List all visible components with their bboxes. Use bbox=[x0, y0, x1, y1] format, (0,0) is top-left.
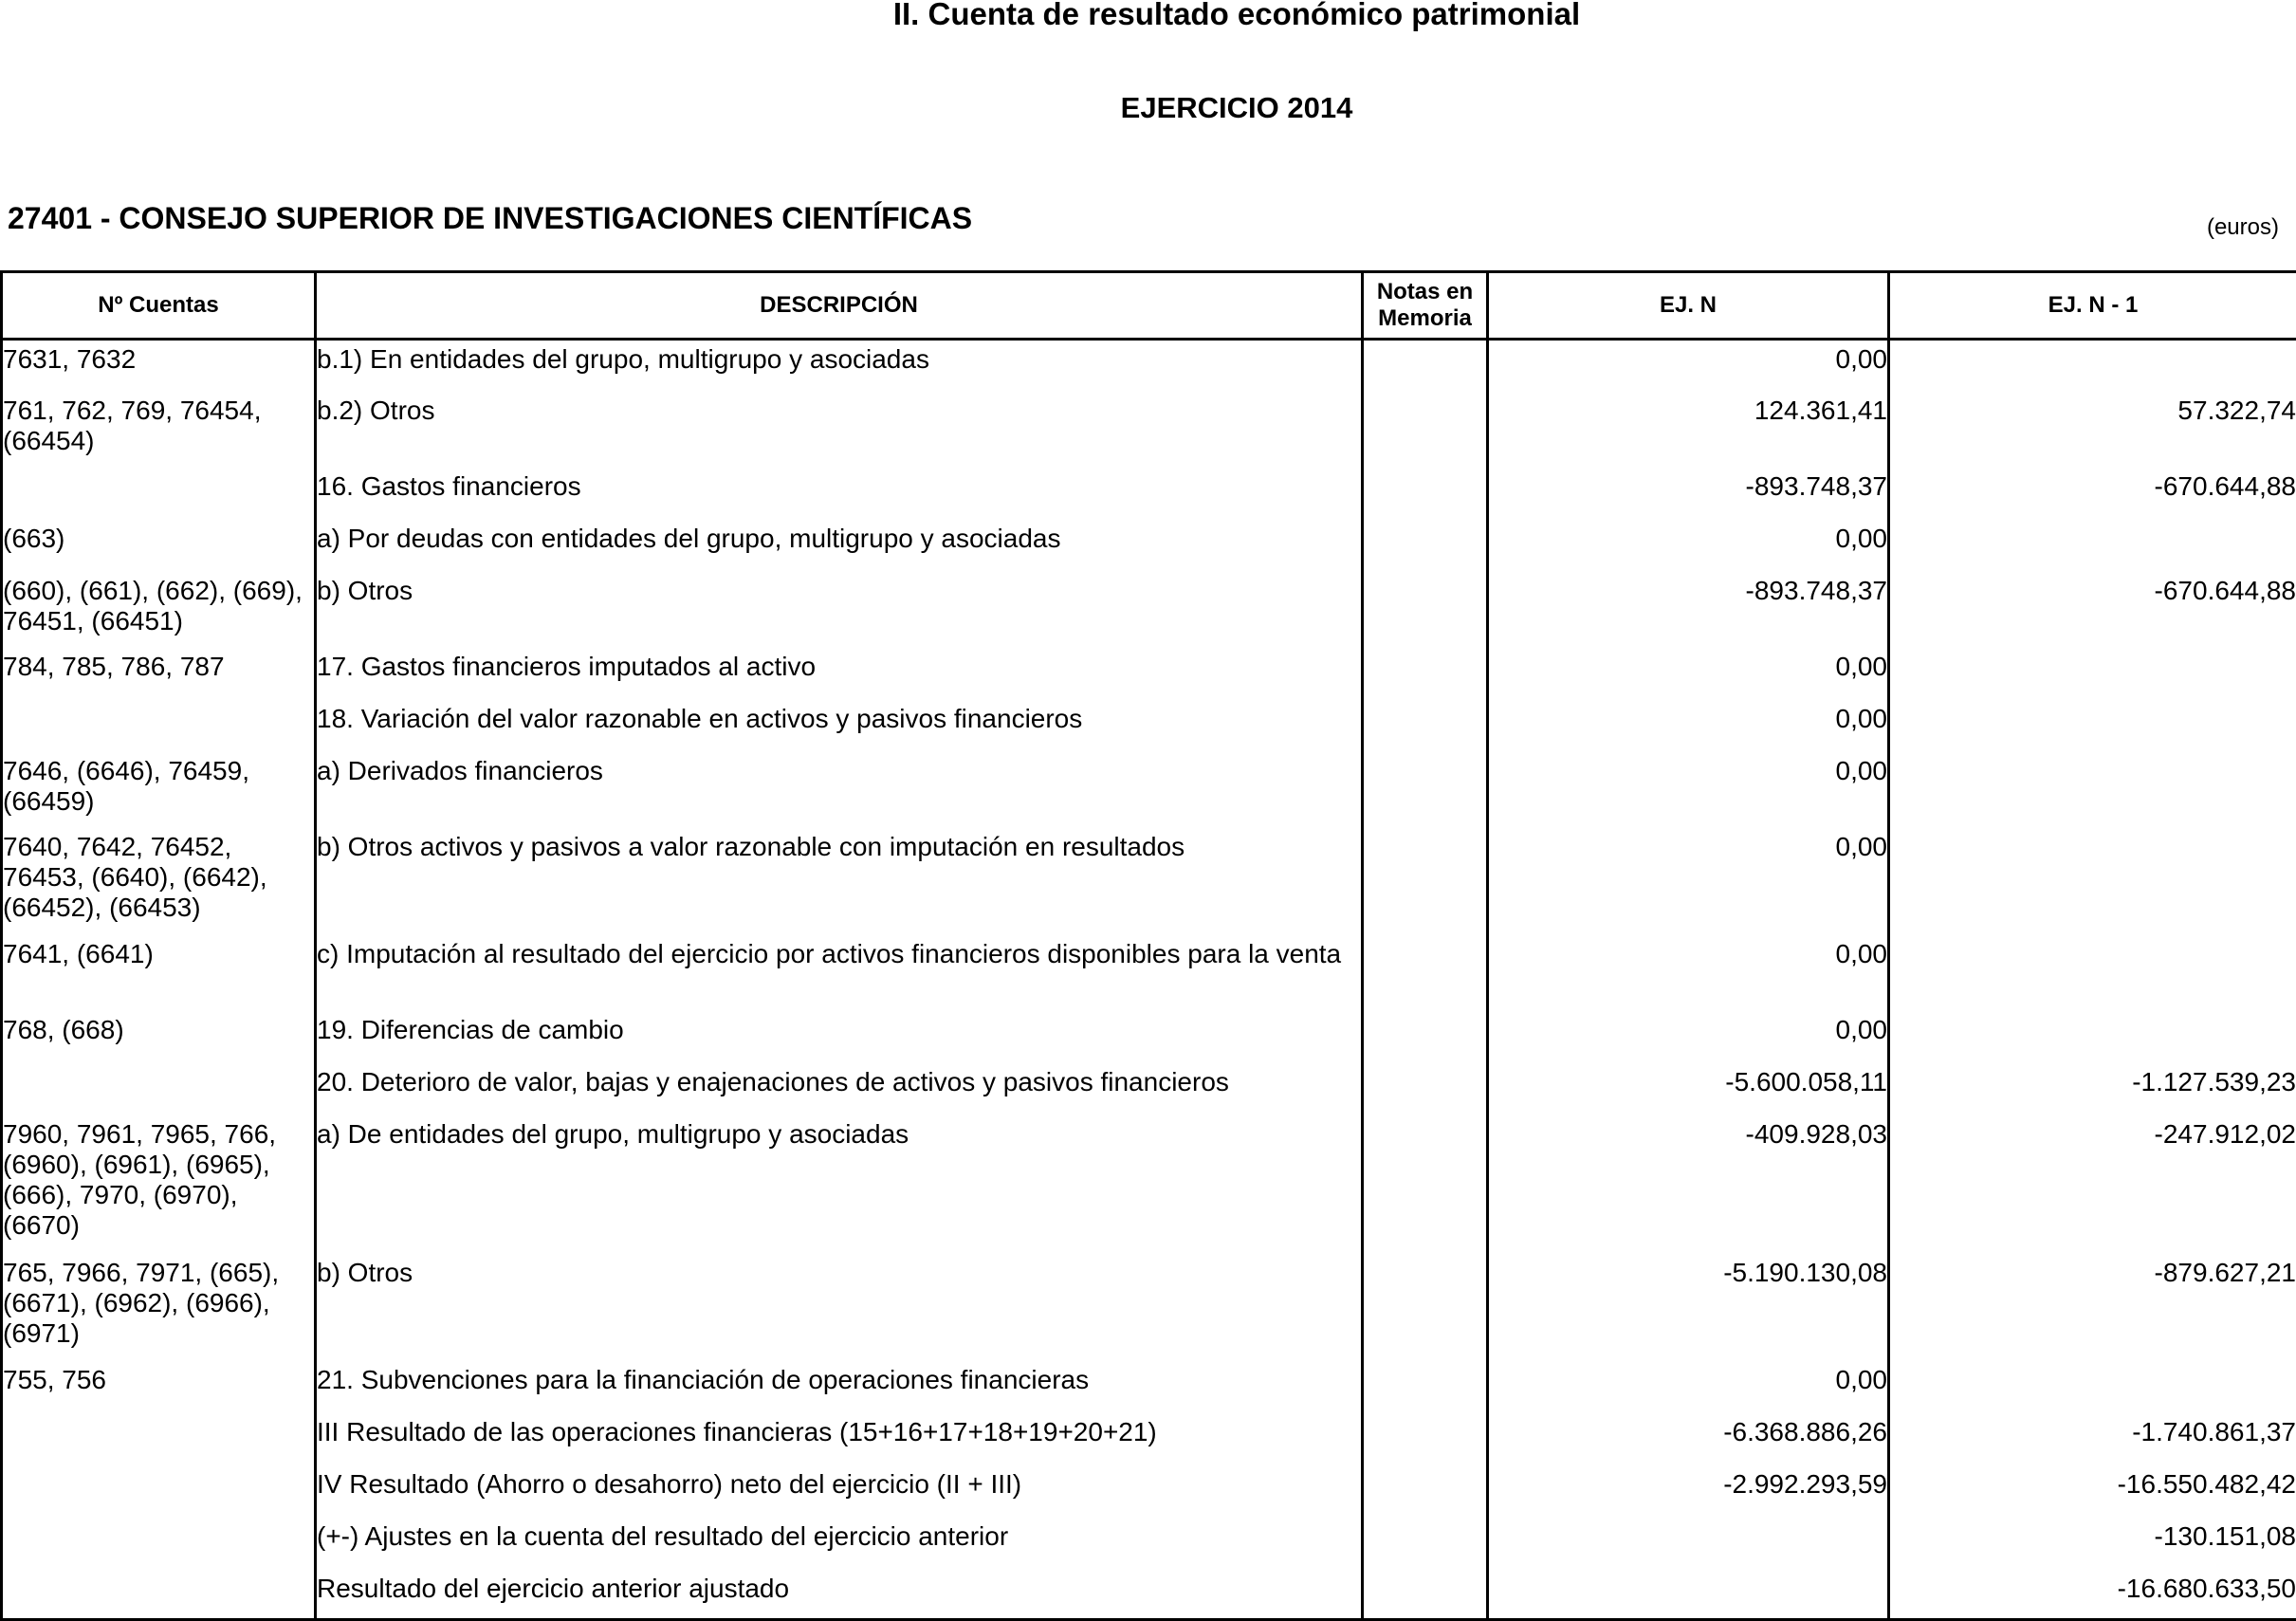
cell-ej-n1 bbox=[1889, 935, 2296, 1011]
table-row bbox=[2, 1011, 2296, 1063]
cell-cuentas: (660), (661), (662), (669), 76451, (66451) bbox=[2, 572, 316, 648]
cell-ej-n: 0,00 bbox=[1488, 340, 1889, 392]
table-row bbox=[2, 935, 2296, 1011]
cell-cuentas: 7641, (6641) bbox=[2, 935, 316, 1011]
column-header-notas: Notas en Memoria bbox=[1363, 272, 1488, 340]
table-row bbox=[2, 392, 2296, 468]
table-row bbox=[2, 520, 2296, 572]
cell-cuentas bbox=[2, 1465, 316, 1518]
cell-ej-n: 0,00 bbox=[1488, 700, 1889, 752]
cell-notas bbox=[1363, 752, 1488, 828]
cell-ej-n1: -16.680.633,50 bbox=[1889, 1570, 2296, 1620]
table-body bbox=[2, 340, 2296, 1620]
cell-descripcion: III Resultado de las operaciones financieras (15+16+17+18+19+20+21) bbox=[316, 1413, 1363, 1465]
cell-ej-n bbox=[1488, 1518, 1889, 1570]
table-row bbox=[2, 1115, 2296, 1254]
cell-notas bbox=[1363, 935, 1488, 1011]
cell-notas bbox=[1363, 700, 1488, 752]
cell-cuentas: 7631, 7632 bbox=[2, 340, 316, 392]
cell-cuentas bbox=[2, 468, 316, 520]
cell-descripcion: a) De entidades del grupo, multigrupo y asociadas bbox=[316, 1115, 1363, 1254]
cell-descripcion: c) Imputación al resultado del ejercicio por activos financieros disponibles para la venta bbox=[316, 935, 1363, 1011]
cell-notas bbox=[1363, 1115, 1488, 1254]
cell-cuentas bbox=[2, 1518, 316, 1570]
fiscal-year-heading: EJERCICIO 2014 bbox=[0, 91, 2296, 125]
cell-descripcion: a) Por deudas con entidades del grupo, multigrupo y asociadas bbox=[316, 520, 1363, 572]
table-row bbox=[2, 340, 2296, 392]
cell-descripcion: 18. Variación del valor razonable en activos y pasivos financieros bbox=[316, 700, 1363, 752]
cell-descripcion: 20. Deterioro de valor, bajas y enajenaciones de activos y pasivos financieros bbox=[316, 1063, 1363, 1115]
cell-ej-n1 bbox=[1889, 1011, 2296, 1063]
cell-notas bbox=[1363, 1570, 1488, 1620]
cell-ej-n1 bbox=[1889, 340, 2296, 392]
cell-ej-n bbox=[1488, 1570, 1889, 1620]
cell-ej-n1 bbox=[1889, 1361, 2296, 1413]
cell-ej-n: -2.992.293,59 bbox=[1488, 1465, 1889, 1518]
cell-descripcion: b.2) Otros bbox=[316, 392, 1363, 468]
cell-notas bbox=[1363, 828, 1488, 935]
cell-notas bbox=[1363, 1518, 1488, 1570]
cell-descripcion: a) Derivados financieros bbox=[316, 752, 1363, 828]
table-row bbox=[2, 1413, 2296, 1465]
table-row bbox=[2, 1063, 2296, 1115]
cell-ej-n: 0,00 bbox=[1488, 828, 1889, 935]
table-row bbox=[2, 700, 2296, 752]
cell-cuentas: 7646, (6646), 76459, (66459) bbox=[2, 752, 316, 828]
column-header-ej-n: EJ. N bbox=[1488, 272, 1889, 340]
cell-cuentas bbox=[2, 700, 316, 752]
cell-ej-n: -893.748,37 bbox=[1488, 572, 1889, 648]
cell-notas bbox=[1363, 1063, 1488, 1115]
cell-notas bbox=[1363, 468, 1488, 520]
cell-ej-n: 0,00 bbox=[1488, 520, 1889, 572]
cell-ej-n1: -247.912,02 bbox=[1889, 1115, 2296, 1254]
entity-name: 27401 - CONSEJO SUPERIOR DE INVESTIGACIONES CIENTÍFICAS bbox=[8, 201, 972, 236]
cell-notas bbox=[1363, 1413, 1488, 1465]
cell-descripcion: b) Otros bbox=[316, 1254, 1363, 1361]
cell-cuentas: 755, 756 bbox=[2, 1361, 316, 1413]
cell-ej-n1 bbox=[1889, 752, 2296, 828]
cell-descripcion: Resultado del ejercicio anterior ajustado bbox=[316, 1570, 1363, 1620]
cell-ej-n1: -130.151,08 bbox=[1889, 1518, 2296, 1570]
cell-cuentas: 7640, 7642, 76452, 76453, (6640), (6642), (66452), (66453) bbox=[2, 828, 316, 935]
column-header-cuentas: Nº Cuentas bbox=[2, 272, 316, 340]
cell-ej-n1: -1.127.539,23 bbox=[1889, 1063, 2296, 1115]
cell-cuentas bbox=[2, 1413, 316, 1465]
cell-ej-n: 124.361,41 bbox=[1488, 392, 1889, 468]
cell-notas bbox=[1363, 520, 1488, 572]
cell-cuentas: 768, (668) bbox=[2, 1011, 316, 1063]
cell-ej-n1 bbox=[1889, 828, 2296, 935]
cell-cuentas bbox=[2, 1063, 316, 1115]
table-row bbox=[2, 468, 2296, 520]
cell-ej-n: 0,00 bbox=[1488, 1011, 1889, 1063]
cell-notas bbox=[1363, 1254, 1488, 1361]
cell-ej-n: -409.928,03 bbox=[1488, 1115, 1889, 1254]
cell-cuentas bbox=[2, 1570, 316, 1620]
cell-descripcion: 17. Gastos financieros imputados al activo bbox=[316, 648, 1363, 700]
cell-ej-n: 0,00 bbox=[1488, 935, 1889, 1011]
table-row bbox=[2, 1570, 2296, 1620]
cell-descripcion: IV Resultado (Ahorro o desahorro) neto del ejercicio (II + III) bbox=[316, 1465, 1363, 1518]
cell-notas bbox=[1363, 648, 1488, 700]
cell-ej-n1 bbox=[1889, 648, 2296, 700]
cell-ej-n: 0,00 bbox=[1488, 1361, 1889, 1413]
cell-descripcion: 21. Subvenciones para la financiación de operaciones financieras bbox=[316, 1361, 1363, 1413]
cell-ej-n: 0,00 bbox=[1488, 648, 1889, 700]
cell-notas bbox=[1363, 572, 1488, 648]
cell-ej-n1: -1.740.861,37 bbox=[1889, 1413, 2296, 1465]
page-title: II. Cuenta de resultado económico patrimonial bbox=[0, 0, 2296, 32]
cell-ej-n: -6.368.886,26 bbox=[1488, 1413, 1889, 1465]
cell-cuentas: 7960, 7961, 7965, 766, (6960), (6961), (6965), (666), 7970, (6970), (6670) bbox=[2, 1115, 316, 1254]
results-table bbox=[0, 270, 2296, 1621]
cell-descripcion: 16. Gastos financieros bbox=[316, 468, 1363, 520]
cell-ej-n1: 57.322,74 bbox=[1889, 392, 2296, 468]
table-header-row bbox=[2, 272, 2296, 340]
cell-ej-n1: -879.627,21 bbox=[1889, 1254, 2296, 1361]
table-row bbox=[2, 1518, 2296, 1570]
cell-ej-n: -5.600.058,11 bbox=[1488, 1063, 1889, 1115]
table-row bbox=[2, 1254, 2296, 1361]
cell-ej-n: 0,00 bbox=[1488, 752, 1889, 828]
table-row bbox=[2, 572, 2296, 648]
cell-ej-n: -5.190.130,08 bbox=[1488, 1254, 1889, 1361]
column-header-descripcion: DESCRIPCIÓN bbox=[316, 272, 1363, 340]
table-row bbox=[2, 828, 2296, 935]
currency-unit: (euros) bbox=[2207, 214, 2279, 241]
cell-cuentas: 784, 785, 786, 787 bbox=[2, 648, 316, 700]
cell-notas bbox=[1363, 1361, 1488, 1413]
cell-notas bbox=[1363, 1011, 1488, 1063]
cell-ej-n: -893.748,37 bbox=[1488, 468, 1889, 520]
table-row bbox=[2, 648, 2296, 700]
column-header-ej-n1: EJ. N - 1 bbox=[1889, 272, 2296, 340]
cell-notas bbox=[1363, 1465, 1488, 1518]
cell-ej-n1: -670.644,88 bbox=[1889, 572, 2296, 648]
cell-ej-n1: -16.550.482,42 bbox=[1889, 1465, 2296, 1518]
table-row bbox=[2, 1465, 2296, 1518]
cell-ej-n1 bbox=[1889, 700, 2296, 752]
table-row bbox=[2, 1361, 2296, 1413]
cell-descripcion: b) Otros activos y pasivos a valor razonable con imputación en resultados bbox=[316, 828, 1363, 935]
cell-notas bbox=[1363, 340, 1488, 392]
cell-descripcion: 19. Diferencias de cambio bbox=[316, 1011, 1363, 1063]
cell-ej-n1 bbox=[1889, 520, 2296, 572]
cell-descripcion: b) Otros bbox=[316, 572, 1363, 648]
cell-cuentas: (663) bbox=[2, 520, 316, 572]
cell-cuentas: 765, 7966, 7971, (665), (6671), (6962), (6966), (6971) bbox=[2, 1254, 316, 1361]
cell-descripcion: b.1) En entidades del grupo, multigrupo y asociadas bbox=[316, 340, 1363, 392]
cell-cuentas: 761, 762, 769, 76454, (66454) bbox=[2, 392, 316, 468]
table-row bbox=[2, 752, 2296, 828]
cell-ej-n1: -670.644,88 bbox=[1889, 468, 2296, 520]
cell-descripcion: (+-) Ajustes en la cuenta del resultado del ejercicio anterior bbox=[316, 1518, 1363, 1570]
cell-notas bbox=[1363, 392, 1488, 468]
